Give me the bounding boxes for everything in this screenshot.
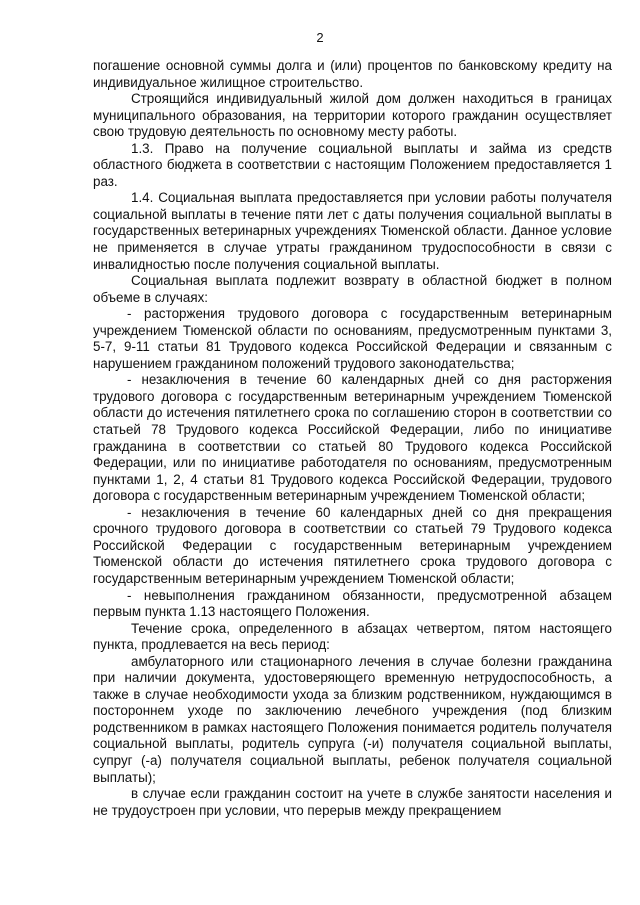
paragraph: Социальная выплата подлежит возврату в областной бюджет в полном объеме в случаях: bbox=[93, 273, 612, 305]
paragraph-clause-1-4: 1.4. Социальная выплата предоставляется при условии работы получателя социальной выплаты в течение пяти лет с даты получения социальной выплаты в государственных ветеринарных учреждениях Тюменской области. Данное условие не применяется в случае утраты гражданином трудоспособности в связи с инвалидностью после получения социальной выплаты. bbox=[93, 190, 612, 272]
page-number: 2 bbox=[316, 30, 324, 45]
paragraph-clause-1-3: 1.3. Право на получение социальной выплаты и займа из средств областного бюджета в соответствии с настоящим Положением предоставляется 1 раз. bbox=[93, 140, 612, 189]
paragraph: Течение срока, определенного в абзацах четвертом, пятом настоящего пункта, продлевается на весь период: bbox=[93, 620, 612, 653]
paragraph: Строящийся индивидуальный жилой дом должен находиться в границах муниципального образования, на территории которого гражданин осуществляет свою трудовую деятельность по основному месту работы. bbox=[93, 91, 612, 140]
list-item: - расторжения трудового договора с государственным ветеринарным учреждением Тюменской области по основаниям, предусмотренным пунктами 3, 5-7, 9-11 статьи 81 Трудового кодекса Российской Федерации и связанным с нарушением гражданином положений трудового законодательства; bbox=[93, 306, 612, 371]
paragraph: в случае если гражданин состоит на учете в службе занятости населения и не трудоустроен при условии, что перерыв между прекращением bbox=[93, 786, 612, 818]
list-item: - невыполнения гражданином обязанности, предусмотренной абзацем первым пункта 1.13 настоящего Положения. bbox=[93, 587, 612, 620]
list-item: - незаключения в течение 60 календарных дней со дня расторжения трудового договора с государственным ветеринарным учреждением Тюменской области до истечения пятилетнего срока по соглашению сторон в соответствии со статьей 78 Трудового кодекса Российской Федерации, либо по инициативе гражданина в соответствии со статьей 80 Трудового кодекса Российской Федерации, или по инициативе работодателя по основаниям, предусмотренным пунктами 1, 2, 4 статьи 81 Трудового кодекса Российской Федерации, трудового договора с государственным ветеринарным учреждением Тюменской области; bbox=[93, 372, 612, 504]
paragraph: амбулаторного или стационарного лечения в случае болезни гражданина при наличии документа, удостоверяющего временную нетрудоспособность, а также в случае необходимости ухода за близким родственником, нуждающимся в постороннем уходе по заключению лечебного учреждения (под близким родственником в рамках настоящего Положения понимается родитель получателя социальной выплаты, родитель супруга (-и) получателя социальной выплаты, супруг (-а) получателя социальной выплаты, ребенок получателя социальной выплаты); bbox=[93, 653, 612, 785]
paragraph: погашение основной суммы долга и (или) процентов по банковскому кредиту на индивидуальное жилищное строительство. bbox=[93, 58, 612, 90]
list-item: - незаключения в течение 60 календарных дней со дня прекращения срочного трудового договора в соответствии со статьей 79 Трудового кодекса Российской Федерации с государственным ветеринарным учреждением Тюменской области до истечения пятилетнего срока трудового договора с государственным ветеринарным учреждением Тюменской области; bbox=[93, 504, 612, 586]
document-body bbox=[93, 58, 612, 819]
